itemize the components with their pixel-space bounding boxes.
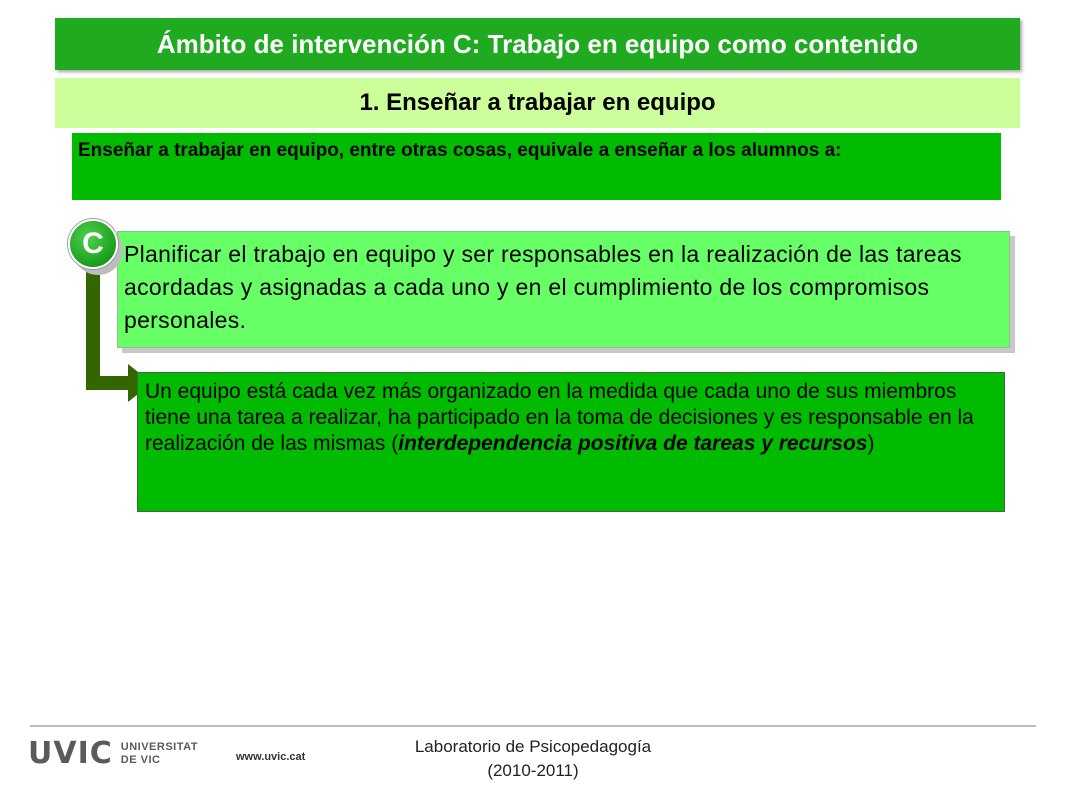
footer-divider: [30, 725, 1036, 727]
logo-line-2: DE VIC: [120, 754, 161, 766]
slide-subtitle: [55, 78, 1020, 128]
footer-credit: [300, 735, 766, 783]
credit-line-1: Laboratorio de Psicopedagogía: [414, 737, 652, 756]
website-link[interactable]: www.uvic.cat: [236, 751, 306, 763]
slide-subtitle-text: 1. Enseñar a trabajar en equipo: [359, 89, 716, 116]
logo-wordmark: [121, 741, 198, 767]
logo-line-1: UNIVERSITAT: [120, 741, 198, 753]
connector-horizontal-bar: [86, 376, 132, 390]
statement-box: [117, 231, 1010, 348]
statement-text: Planificar el trabajo en equipo y ser responsables en la realización de las tareas acordadas y asignadas a cada uno y en el cumplimiento de los compromisos personales.: [124, 241, 962, 333]
university-logo: [28, 737, 228, 771]
credit-line-2: (2010-2011): [487, 761, 579, 780]
letter-badge-text: C: [82, 227, 104, 260]
explanation-box: [137, 372, 1005, 512]
explanation-text: Un equipo está cada vez más organizado en la medida que cada uno de sus miembros tiene una tarea a realizar, ha participado en la toma de decisiones y es responsable en la realización de las mismas (: [145, 380, 974, 455]
intro-text: Enseñar a trabajar en equipo, entre otras cosas, equivale a enseñar a los alumnos a:: [78, 140, 842, 161]
slide-title: [55, 18, 1020, 70]
logo-mark: UVIC: [28, 736, 113, 771]
explanation-text-end: ): [867, 432, 875, 455]
slide-title-text: Ámbito de intervención C: Trabajo en equipo como contenido: [156, 28, 919, 59]
letter-badge: [68, 219, 118, 269]
intro-box: [72, 133, 1001, 200]
explanation-emphasis: interdependencia positiva de tareas y recursos: [398, 432, 868, 455]
